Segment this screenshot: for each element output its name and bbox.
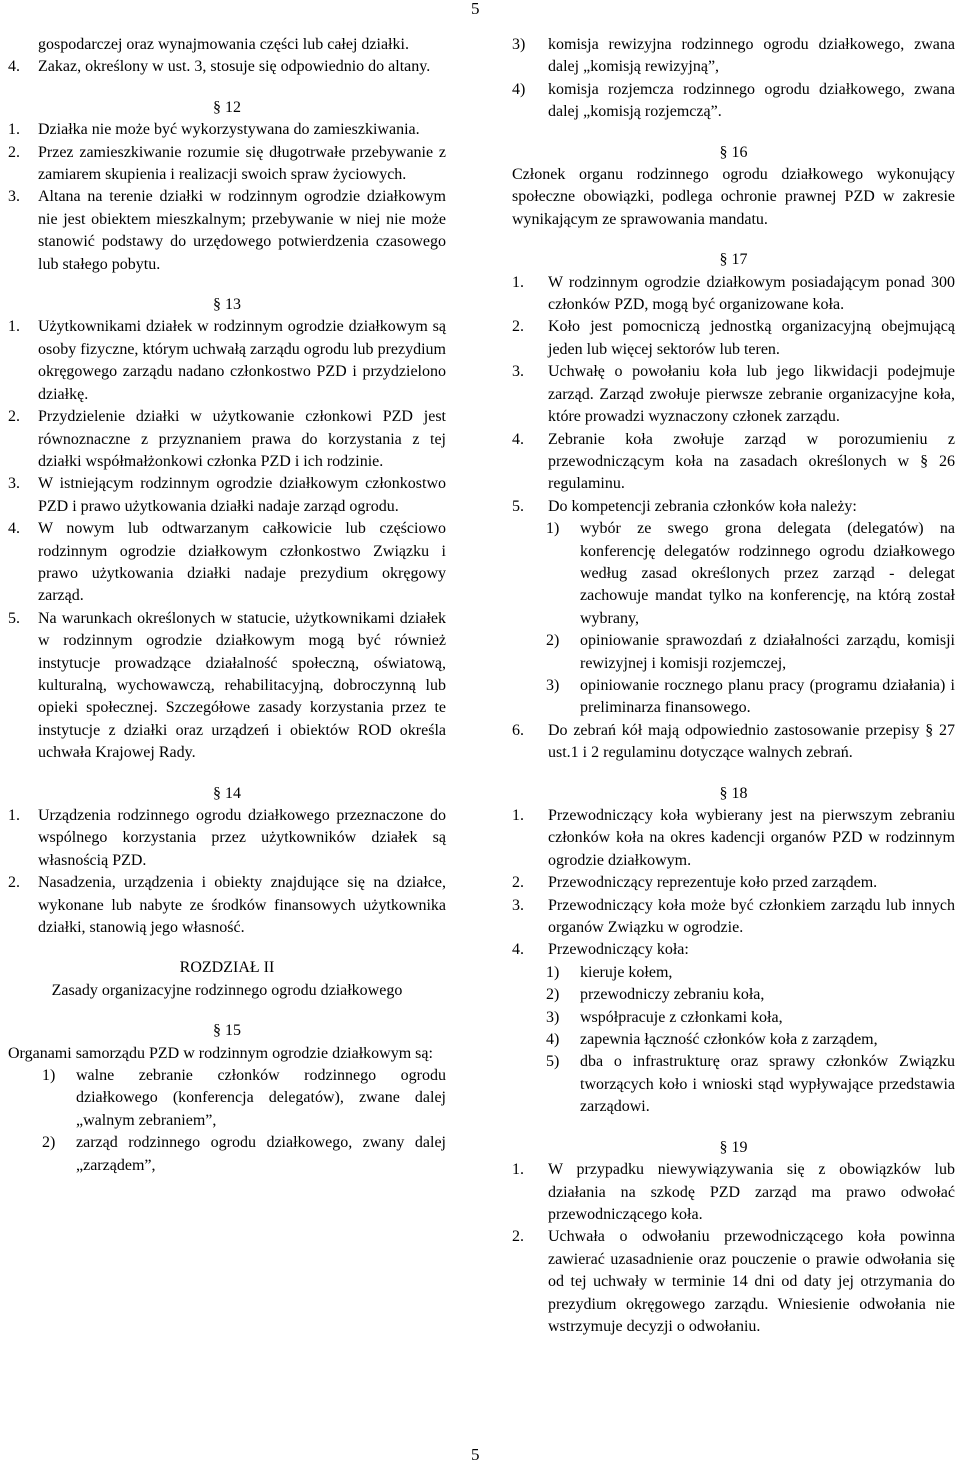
section-17-items <box>512 272 955 765</box>
list-item <box>8 518 446 608</box>
page-number-top: 5 <box>471 0 480 18</box>
item-text: Do kompetencji zebrania członków koła należy: <box>548 497 857 515</box>
item-number: 6. <box>512 721 524 739</box>
list-item <box>546 1007 955 1029</box>
item-number: 5. <box>8 609 20 627</box>
item-number: 4. <box>512 430 524 448</box>
item-text: Urządzenia rodzinnego ogrodu działkowego przeznaczone do wspólnego korzystania przez użytkowników działek są własnością PZD. <box>38 807 446 869</box>
item-number: 2) <box>546 632 560 650</box>
item-number: 3. <box>8 188 20 206</box>
section-16-text: Członek organu rodzinnego ogrodu działkowego wykonujący społeczne obowiązki, podlega ochronie prawnej PZD w zakresie wynikającym ze sprawowania mandatu. <box>512 166 955 228</box>
list-item <box>512 939 955 961</box>
item-number: 4. <box>8 58 20 76</box>
item-number: 2. <box>512 318 524 336</box>
left-column <box>8 34 446 1177</box>
list-item <box>8 316 446 406</box>
list-item <box>546 1051 955 1118</box>
item-text: Nasadzenia, urządzenia i obiekty znajdujące się na działce, wykonane lub nabyte ze środków finansowych użytkownika działki, stanowią jego własność. <box>38 874 446 937</box>
list-item <box>8 805 446 872</box>
list-item <box>546 984 955 1006</box>
item-number: 2) <box>42 1134 56 1152</box>
item-text: Do zebrań kół mają odpowiednio zastosowanie przepisy § 27 ust.1 i 2 regulaminu dotyczące walnych zebrań. <box>548 721 955 762</box>
item-number: 2. <box>8 874 20 892</box>
item-text: Przewodniczący reprezentuje koło przed zarządem. <box>548 874 878 892</box>
section-15-continued <box>512 34 955 124</box>
section-15-intro: Organami samorządu PZD w rodzinnym ogrodzie działkowym są: <box>8 1044 433 1062</box>
section-15-items <box>8 1065 446 1177</box>
item-number: 4. <box>512 941 524 959</box>
item-number: 4) <box>512 80 526 98</box>
item-text: Przez zamieszkiwanie rozumie się długotrwałe przebywanie z zamiarem skupienia i realizacji swoich spraw życiowych. <box>38 143 446 184</box>
section-13-title: § 13 <box>213 296 241 314</box>
item-number: 2. <box>8 143 20 161</box>
section-19-items <box>512 1159 955 1338</box>
list-item <box>512 429 955 496</box>
list-item <box>512 272 955 317</box>
list-item <box>8 872 446 939</box>
list-item <box>512 361 955 428</box>
item-number: 1. <box>8 318 20 336</box>
item-text: Przydzielenie działki w użytkowanie członkowi PZD jest równoznaczne z przyznaniem prawa do korzystania z tej działki współmałżonkowi członka PZD i ich rodzinie. <box>38 408 446 470</box>
section-14-items <box>8 805 446 939</box>
item-text: zarząd rodzinnego ogrodu działkowego, zwany dalej „zarządem”, <box>76 1134 446 1174</box>
item-text: Zebranie koła zwołuje zarząd w porozumieniu z przewodniczącym koła na zasadach określonych w § 26 regulaminu. <box>548 430 955 493</box>
section-12-title: § 12 <box>213 98 241 116</box>
item-text: Koło jest pomocniczą jednostką organizacyjną obejmującą jeden lub więcej sektorów lub teren. <box>548 318 955 358</box>
section-17-title: § 17 <box>719 251 748 269</box>
item-text: opiniowanie sprawozdań z działalności zarządu, komisji rewizyjnej i komisji rozjemczej, <box>580 632 955 672</box>
item-text: Uchwałę o powołaniu koła lub jego likwidacji podejmuje zarząd. Zarząd zwołuje pierwsze zebranie organizacyjne koła, które prowadzi wyznaczony członek zarządu. <box>548 363 955 426</box>
item-number: 4) <box>546 1031 560 1049</box>
section-18-items <box>512 805 955 1119</box>
item-number: 3. <box>512 896 524 914</box>
item-number: 3) <box>512 36 526 53</box>
list-item <box>8 186 446 276</box>
item-number: 2. <box>512 1228 524 1246</box>
item-number: 1) <box>546 520 560 538</box>
item-text: walne zebranie członków rodzinnego ogrodu działkowego (konferencja delegatów), zwane dalej „walnym zebraniem”, <box>76 1067 446 1129</box>
list-item <box>512 316 955 361</box>
item-text: Zakaz, określony w ust. 3, stosuje się odpowiednio do altany. <box>38 58 431 76</box>
list-item <box>8 406 446 473</box>
item-number: 3. <box>8 475 20 493</box>
chapter-heading: ROZDZIAŁ II <box>179 959 275 977</box>
item-text: przewodniczy zebraniu koła, <box>580 986 765 1004</box>
item-text: współpracuje z członkami koła, <box>580 1008 783 1026</box>
chapter-title: Zasady organizacyjne rodzinnego ogrodu działkowego <box>51 981 403 999</box>
item-text: Uchwała o odwołaniu przewodniczącego koła powinna zawierać uzasadnienie oraz pouczenie o prawie odwołania się od tej uchwały w terminie 14 dni od daty jej otrzymania do prezydium okręgowego zarządu. Wniesienie odwołania nie wstrzymuje decyzji o odwołaniu. <box>548 1228 955 1335</box>
item-text: Przewodniczący koła wybierany jest na pierwszym zebraniu członków koła na okres kadencji organów PZD w rodzinnym ogrodzie działkowym. <box>548 807 955 869</box>
item-number: 5) <box>546 1053 560 1071</box>
item-text: W istniejącym rodzinnym ogrodzie działkowym członkostwo PZD i prawo użytkowania działki nadaje zarząd ogrodu. <box>38 475 446 515</box>
item-text: Użytkownikami działek w rodzinnym ogrodzie działkowym są osoby fizyczne, którym uchwałą zarządu ogrodu lub prezydium okręgowego zarządu nadano członkostwo PZD i przydzielono działkę. <box>38 318 446 403</box>
item-number: 2) <box>546 986 560 1004</box>
item-number: 2. <box>512 874 524 892</box>
item-text: W nowym lub odtwarzanym całkowicie lub częściowo rodzinnym ogrodzie działkowym członkostwo Związku i prawo użytkowania działki nadaje prezydium okręgowy zarząd. <box>38 520 446 605</box>
list-item <box>512 805 955 872</box>
item-text: dba o infrastrukturę oraz sprawy członków Związku tworzących koło i wnioski stąd wypływające przedstawia zarządowi. <box>580 1053 955 1116</box>
item-number: 1. <box>512 1161 524 1179</box>
item-text: W rodzinnym ogrodzie działkowym posiadającym ponad 300 członków PZD, mogą być organizowane koła. <box>548 273 955 314</box>
item-number: 3. <box>512 363 524 381</box>
intro-continuation: gospodarczej oraz wynajmowania części lub całej działki. <box>38 36 409 53</box>
item-number: 3) <box>546 1008 560 1026</box>
list-item <box>512 720 955 765</box>
section-18-title: § 18 <box>719 784 748 802</box>
item-number: 1. <box>8 121 20 139</box>
section-14-title: § 14 <box>213 784 241 802</box>
item-number: 1. <box>512 273 524 291</box>
list-item <box>8 142 446 187</box>
list-item <box>546 630 955 675</box>
item-text: Przewodniczący koła może być członkiem zarządu lub innych organów Związku w ogrodzie. <box>548 896 955 937</box>
list-item <box>512 79 955 124</box>
item-text: Altana na terenie działki w rodzinnym ogrodzie działkowym nie jest obiektem mieszkalnym; przebywanie w niej nie może stanowić podstawy do urzędowego potwierdzenia czasowego lub stałego pobytu. <box>38 188 446 273</box>
list-item <box>512 895 955 940</box>
page-number-bottom: 5 <box>471 1445 480 1464</box>
item-text: komisja rozjemcza rodzinnego ogrodu działkowego, zwana dalej „komisją rozjemczą”. <box>548 80 955 121</box>
section-16-title: § 16 <box>719 143 748 161</box>
item-number: 2. <box>8 408 20 426</box>
list-item <box>512 496 955 518</box>
item-number: 1. <box>512 807 524 824</box>
item-text: zapewnia łączność członków koła z zarządem, <box>580 1031 878 1049</box>
list-item <box>546 962 955 984</box>
item-text: W przypadku niewywiązywania się z obowiązków lub działania na szkodę PZD zarząd ma prawo odwołać przewodniczącego koła. <box>548 1161 955 1223</box>
list-item <box>8 608 446 765</box>
list-item <box>8 119 446 141</box>
section-17-subitems <box>512 518 955 720</box>
item-text: wybór ze swego grona delegata (delegatów) na konferencję delegatów rodzinnego ogrodu działkowego według zasad określonych przez zarząd - delegat zachowuje mandat tylko na konferencję, na którą został wybrany, <box>580 520 955 627</box>
section-19-title: § 19 <box>719 1138 748 1156</box>
section-13-items <box>8 316 446 764</box>
intro-item-4 <box>8 56 446 78</box>
item-number: 1) <box>546 963 560 981</box>
item-text: Działka nie może być wykorzystywana do zamieszkiwania. <box>38 121 420 139</box>
item-number: 1. <box>8 807 20 824</box>
list-item <box>42 1065 446 1132</box>
item-number: 5. <box>512 497 524 515</box>
item-text: opiniowanie rocznego planu pracy (programu działania) i preliminarza finansowego. <box>580 676 955 717</box>
list-item <box>8 473 446 518</box>
item-number: 3) <box>546 676 560 694</box>
right-column <box>512 34 955 1338</box>
list-item <box>546 1029 955 1051</box>
item-text: Przewodniczący koła: <box>548 941 689 959</box>
item-text: komisja rewizyjna rodzinnego ogrodu działkowego, zwana dalej „komisją rewizyjną”, <box>548 36 955 76</box>
list-item <box>546 518 955 630</box>
list-item <box>512 1159 955 1226</box>
item-text: Na warunkach określonych w statucie, użytkownikami działek w rodzinnym ogrodzie działkowym mogą być również instytucje prowadzące działalność społeczną, oświatową, kulturalną, wychowawczą, rehabilitacyjną, dobroczynną lub opieki społecznej. Szczegółowe zasady korzystania przez te instytucje z działki oraz urządzeń i obiektów ROD określa uchwała Krajowej Rady. <box>38 609 446 762</box>
section-12-items <box>8 119 446 276</box>
list-item <box>512 34 955 79</box>
list-item <box>512 872 955 894</box>
list-item <box>546 675 955 720</box>
section-18-subitems <box>512 962 955 1119</box>
item-number: 1) <box>42 1067 56 1085</box>
list-item <box>42 1132 446 1177</box>
list-item <box>512 1226 955 1338</box>
item-number: 4. <box>8 520 20 538</box>
item-text: kieruje kołem, <box>580 963 673 981</box>
section-15-title: § 15 <box>213 1022 241 1040</box>
